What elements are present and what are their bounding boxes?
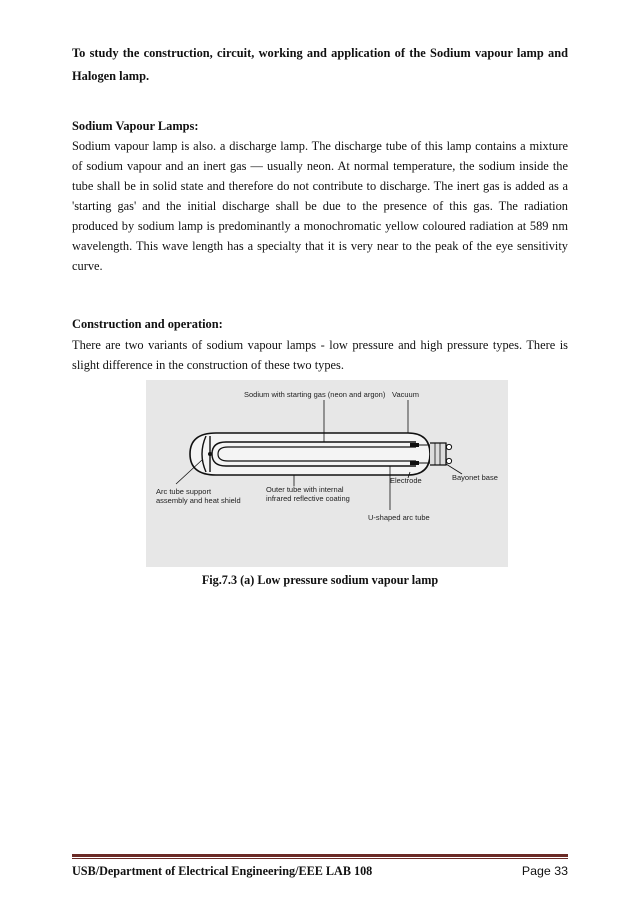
paragraph-line: of sodium vapour and an inert gas — usually neon. At normal temperature, the sodium inside the — [72, 159, 568, 173]
heading-line-2: Halogen lamp. — [72, 69, 150, 83]
heading-line-1: To study the construction, circuit, working and application of the Sodium vapour lamp and — [72, 46, 568, 60]
paragraph-line: curve. — [72, 259, 103, 273]
footer-divider-thin — [72, 858, 568, 859]
paragraph-sodium-vapour — [72, 136, 568, 276]
bayonet-base — [430, 443, 446, 465]
label-vacuum: Vacuum — [392, 390, 419, 399]
label-support-2: assembly and heat shield — [156, 496, 241, 505]
label-support-1: Arc tube support — [156, 487, 212, 496]
figure-caption: Fig.7.3 (a) Low pressure sodium vapour lamp — [201, 573, 439, 587]
paragraph-line: Sodium vapour lamp is also. a discharge lamp. The discharge tube of this lamp contains a mixture — [72, 139, 568, 153]
page-number: Page 33 — [521, 864, 568, 878]
label-arc-tube: U-shaped arc tube — [368, 513, 430, 522]
section-title-construction: Construction and operation: — [72, 317, 223, 331]
paragraph-line: wavelength. This wave length has a specialty that it is very near to the peak of the eye sensitivity — [72, 239, 568, 253]
paragraph-construction — [72, 335, 568, 375]
lamp-diagram — [146, 380, 508, 567]
section-title-sodium-vapour: Sodium Vapour Lamps: — [72, 119, 199, 133]
electrode-marker — [410, 443, 419, 447]
label-sodium: Sodium with starting gas (neon and argon) — [244, 390, 386, 399]
footer-divider — [72, 854, 568, 857]
paragraph-line: slight difference in the construction of these two types. — [72, 358, 344, 372]
footer-department: USB/Department of Electrical Engineering/EEE LAB 108 — [72, 864, 373, 878]
label-outer-2: infrared reflective coating — [266, 494, 350, 503]
paragraph-line: There are two variants of sodium vapour lamps - low pressure and high pressure types. There is — [72, 338, 568, 352]
paragraph-line: tube shall be in solid state and therefore do not contribute to discharge. The inert gas is added as a — [72, 179, 568, 193]
label-bayonet-base: Bayonet base — [452, 473, 498, 482]
paragraph-line: produced by sodium lamp is predominantly a monochromatic yellow coloured radiation at 589 nm — [72, 219, 568, 233]
label-electrode: Electrode — [390, 476, 422, 485]
outer-tube — [190, 433, 430, 475]
paragraph-line: 'starting gas' and the initial discharge shall be due to the presence of this gas. The radiation — [72, 199, 568, 213]
label-outer-1: Outer tube with internal — [266, 485, 344, 494]
